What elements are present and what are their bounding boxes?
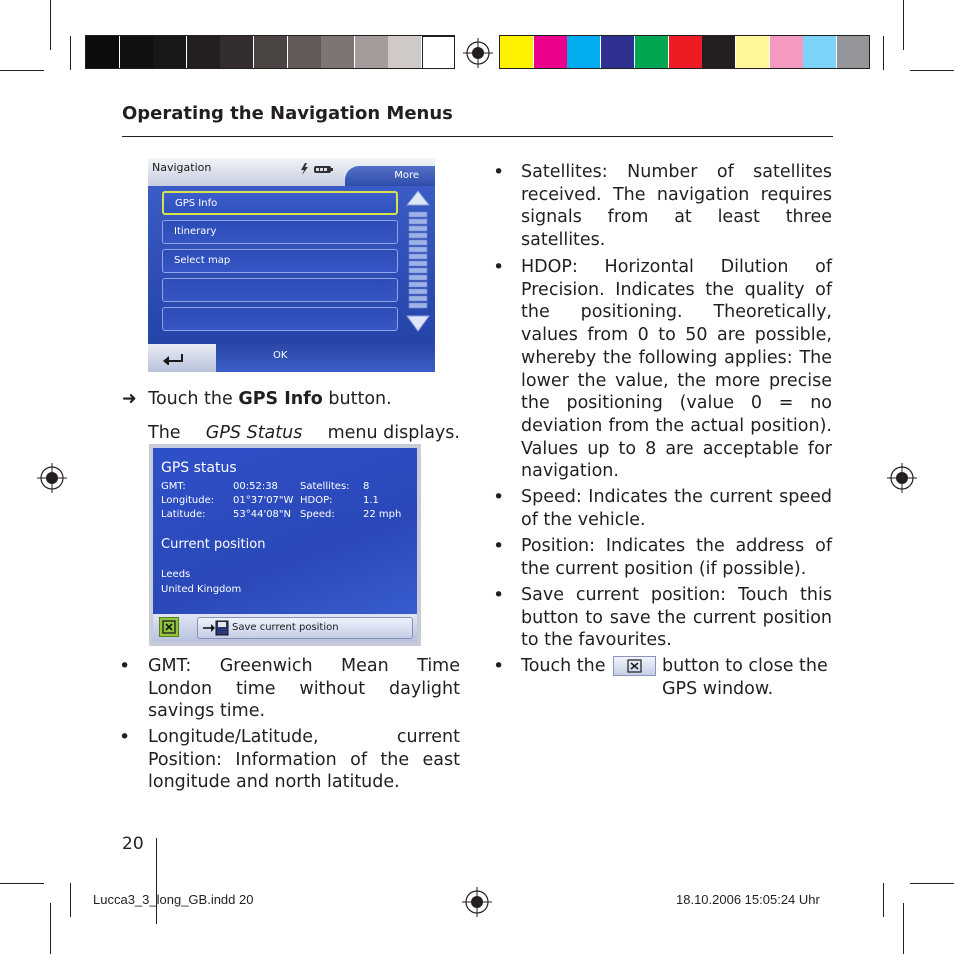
speed-label: Speed:	[300, 509, 335, 520]
registration-mark-icon	[462, 887, 492, 917]
gray-swatch	[120, 36, 153, 69]
bullet-icon: •	[493, 535, 505, 557]
menu-item-label: Itinerary	[174, 226, 217, 237]
satellites-label: Satellites:	[300, 481, 350, 492]
page-number-rule	[156, 838, 157, 924]
itinerary-button[interactable]	[162, 220, 398, 244]
inline-close-button	[613, 656, 656, 676]
process-swatch	[736, 36, 769, 69]
hdop-value: 1.1	[363, 495, 379, 506]
instruction-line	[122, 388, 392, 411]
close-icon	[614, 657, 655, 675]
crop-mark	[70, 36, 71, 70]
gps-info-button[interactable]	[162, 191, 398, 215]
bullet-speed: Speed: Indicates the current speed of the vehicle.	[521, 487, 832, 530]
ok-button[interactable]: OK	[273, 350, 288, 361]
empty-menu-button[interactable]	[162, 307, 398, 331]
satellites-value: 8	[363, 481, 370, 492]
bullet-icon: •	[493, 161, 505, 183]
crop-mark	[0, 883, 44, 884]
crop-mark	[903, 903, 904, 954]
menu-item-label: Select map	[174, 255, 231, 266]
page-number: 20	[122, 834, 144, 854]
nav-title-bar	[148, 158, 435, 186]
process-swatch	[500, 36, 533, 69]
save-current-position-button[interactable]	[197, 617, 413, 639]
crop-mark	[883, 36, 884, 70]
crop-mark	[0, 70, 44, 71]
slug-file: Lucca3_3_long_GB.indd 20	[93, 892, 254, 907]
bullet-icon: •	[119, 726, 131, 748]
more-button[interactable]	[345, 166, 435, 188]
instruction-prefix: Touch the	[148, 389, 239, 409]
process-swatch	[803, 36, 836, 69]
process-swatch	[702, 36, 735, 69]
instruction-suffix: button.	[322, 389, 392, 409]
gps-close-button[interactable]	[159, 617, 179, 637]
process-swatch	[601, 36, 634, 69]
process-swatch	[534, 36, 567, 69]
crop-mark	[50, 0, 51, 50]
scrollbar[interactable]	[406, 188, 430, 338]
process-swatch	[635, 36, 668, 69]
more-label: More	[394, 170, 419, 181]
bullet-position: Position: Indicates the address of the current position (if possible).	[521, 536, 832, 579]
bullet-satellites: Satellites: Number of satellites received. The navigation requires signals from at least three satellites.	[521, 162, 832, 251]
scroll-down-icon	[407, 316, 429, 331]
hdop-label: HDOP:	[300, 495, 333, 506]
crop-mark	[910, 70, 954, 71]
process-swatch	[837, 36, 870, 69]
crop-mark	[50, 903, 51, 954]
save-to-favourites-icon	[202, 619, 230, 637]
nav-menu-area	[148, 186, 435, 344]
gmt-label: GMT:	[161, 481, 186, 492]
menu-item-label: GPS Info	[175, 198, 218, 209]
speed-value: 22 mph	[363, 509, 402, 520]
bullet-close-start: Touch the	[521, 656, 606, 676]
bullet-longitude-latitude: Longitude/Latitude, current Position: Information of the east longitude and north latitude.	[148, 727, 460, 793]
crop-mark	[903, 0, 904, 50]
bullet-save-position: Save current position: Touch this button to save the current position to the favourites.	[521, 585, 832, 651]
gmt-value: 00:52:38	[233, 481, 278, 492]
gray-swatch	[86, 36, 119, 69]
bullet-gmt: GMT: Greenwich Mean Time London time without daylight savings time.	[148, 656, 460, 722]
bullet-icon: •	[493, 584, 505, 606]
gray-swatch	[220, 36, 253, 69]
gray-swatch	[153, 36, 186, 69]
gray-swatch	[254, 36, 287, 69]
crop-mark	[70, 883, 71, 917]
longitude-label: Longitude:	[161, 495, 215, 506]
gray-swatch	[388, 36, 421, 69]
arrow-icon: ➜	[122, 389, 137, 409]
nav-title: Navigation	[152, 161, 212, 174]
longitude-value: 01°37'07"W	[233, 495, 294, 506]
registration-mark-icon	[37, 463, 67, 493]
process-swatch	[770, 36, 803, 69]
back-button[interactable]	[148, 344, 216, 372]
bullet-icon: •	[493, 486, 505, 508]
header-rule	[122, 136, 833, 137]
navigation-menu-screenshot	[148, 158, 435, 372]
latitude-label: Latitude:	[161, 509, 206, 520]
current-position-heading: Current position	[161, 537, 266, 552]
gps-status-sentence	[148, 422, 460, 445]
crop-mark	[883, 883, 884, 917]
scroll-up-icon	[407, 191, 429, 205]
bullet-close-end-1	[662, 655, 832, 700]
gps-info-label: GPS Info	[238, 389, 323, 409]
gray-swatch	[321, 36, 354, 69]
bullet-close-text: button to close the GPS window.	[662, 656, 828, 699]
registration-mark-icon	[463, 38, 493, 68]
select-map-button[interactable]	[162, 249, 398, 273]
section-heading: Operating the Navigation Menus	[122, 103, 453, 124]
gps-button-bar	[153, 614, 417, 642]
process-swatch	[567, 36, 600, 69]
gps-status-screenshot	[149, 444, 421, 646]
process-swatch	[669, 36, 702, 69]
gray-swatch	[355, 36, 388, 69]
save-label: Save current position	[232, 622, 339, 633]
back-arrow-icon	[162, 351, 184, 365]
bullet-icon: •	[493, 256, 505, 278]
bullet-hdop: HDOP: Horizontal Dilution of Precision. Indicates the quality of the positioning. Theoretically, values from 0 to 50 are possible, whereby the following applies: The lower the value, the more precise the positioning (value 0 = no deviation from the actual position). Values up to 8 are acceptable for navigation.	[521, 257, 832, 482]
gray-swatch	[288, 36, 321, 69]
gray-swatch	[187, 36, 220, 69]
bullet-icon: •	[119, 655, 131, 677]
city: Leeds	[161, 569, 191, 580]
slug-date: 18.10.2006 15:05:24 Uhr	[676, 892, 820, 907]
gps-title: GPS status	[161, 460, 237, 476]
crop-mark	[910, 883, 954, 884]
sentence-before: The	[148, 423, 181, 443]
latitude-value: 53°44'08"N	[233, 509, 292, 520]
registration-mark-icon	[887, 463, 917, 493]
gps-status-window	[153, 448, 417, 642]
gps-status-italic: GPS Status	[205, 423, 303, 443]
empty-menu-button[interactable]	[162, 278, 398, 302]
battery-icon	[300, 162, 334, 176]
country: United Kingdom	[161, 584, 242, 595]
bullet-icon: •	[493, 655, 505, 677]
close-icon	[160, 618, 178, 636]
gray-swatch	[422, 36, 455, 69]
sentence-after: menu displays.	[327, 423, 460, 443]
